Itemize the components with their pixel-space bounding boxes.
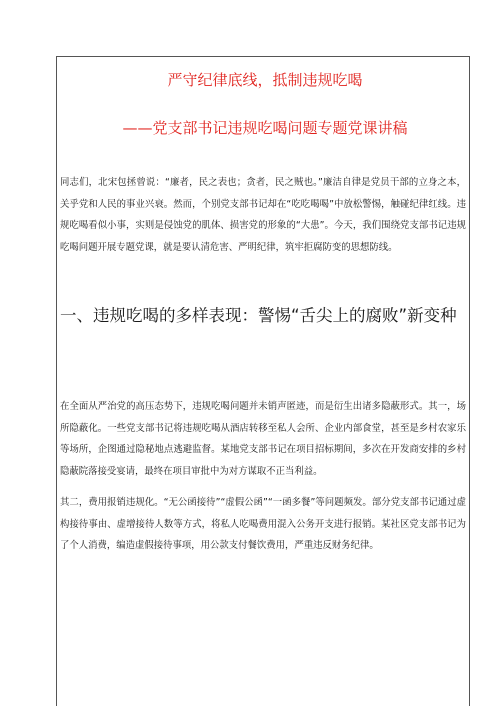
document-subtitle: ——党支部书记违规吃喝问题专题党课讲稿: [122, 119, 408, 137]
document-title: 严守纪律底线，抵制违规吃喝: [167, 71, 363, 89]
paragraph-hidden-venues: 在全面从严治党的高压态势下，违规吃喝问题并未销声匿迹，而是衍生出诸多隐蔽形式。其一，场所隐蔽化。一些党支部书记将违规吃喝从酒店转移至私人会所、企业内部食堂，甚至是乡村农家乐等场所，企图通过隐秘地点逃避监督。某地党支部书记在项目招标期间，多次在开发商安排的乡村隐蔽院落接受宴请，最终在项目审批中为对方谋取不正当利益。: [60, 401, 466, 477]
intro-paragraph: 同志们，北宋包拯曾说：“廉者，民之表也；贪者，民之贼也。”廉洁自律是党员干部的立身之本，关乎党和人民的事业兴衰。然而，个别党支部书记却在“吃吃喝喝”中放松警惕，触碰纪律红线。违规吃喝看似小事，实则是侵蚀党的肌体、损害党的形象的“大患”。今天，我们围绕党支部书记违规吃喝问题开展专题党课，就是要认清危害、严明纪律，筑牢拒腐防变的思想防线。: [60, 177, 466, 253]
section-heading-1: 一、违规吃喝的多样表现：警惕“舌尖上的腐败”新变种: [60, 306, 457, 325]
page-border: [56, 56, 470, 706]
paragraph-expense-violations: 其二，费用报销违规化。“无公函接待”“虚假公函”“一函多餐”等问题频发。部分党支部书记通过虚构接待事由、虚增接待人数等方式，将私人吃喝费用混入公务开支进行报销。某社区党支部书记为了个人消费，编造虚假接待事项，用公款支付餐饮费用，严重违反财务纪律。: [60, 497, 466, 552]
